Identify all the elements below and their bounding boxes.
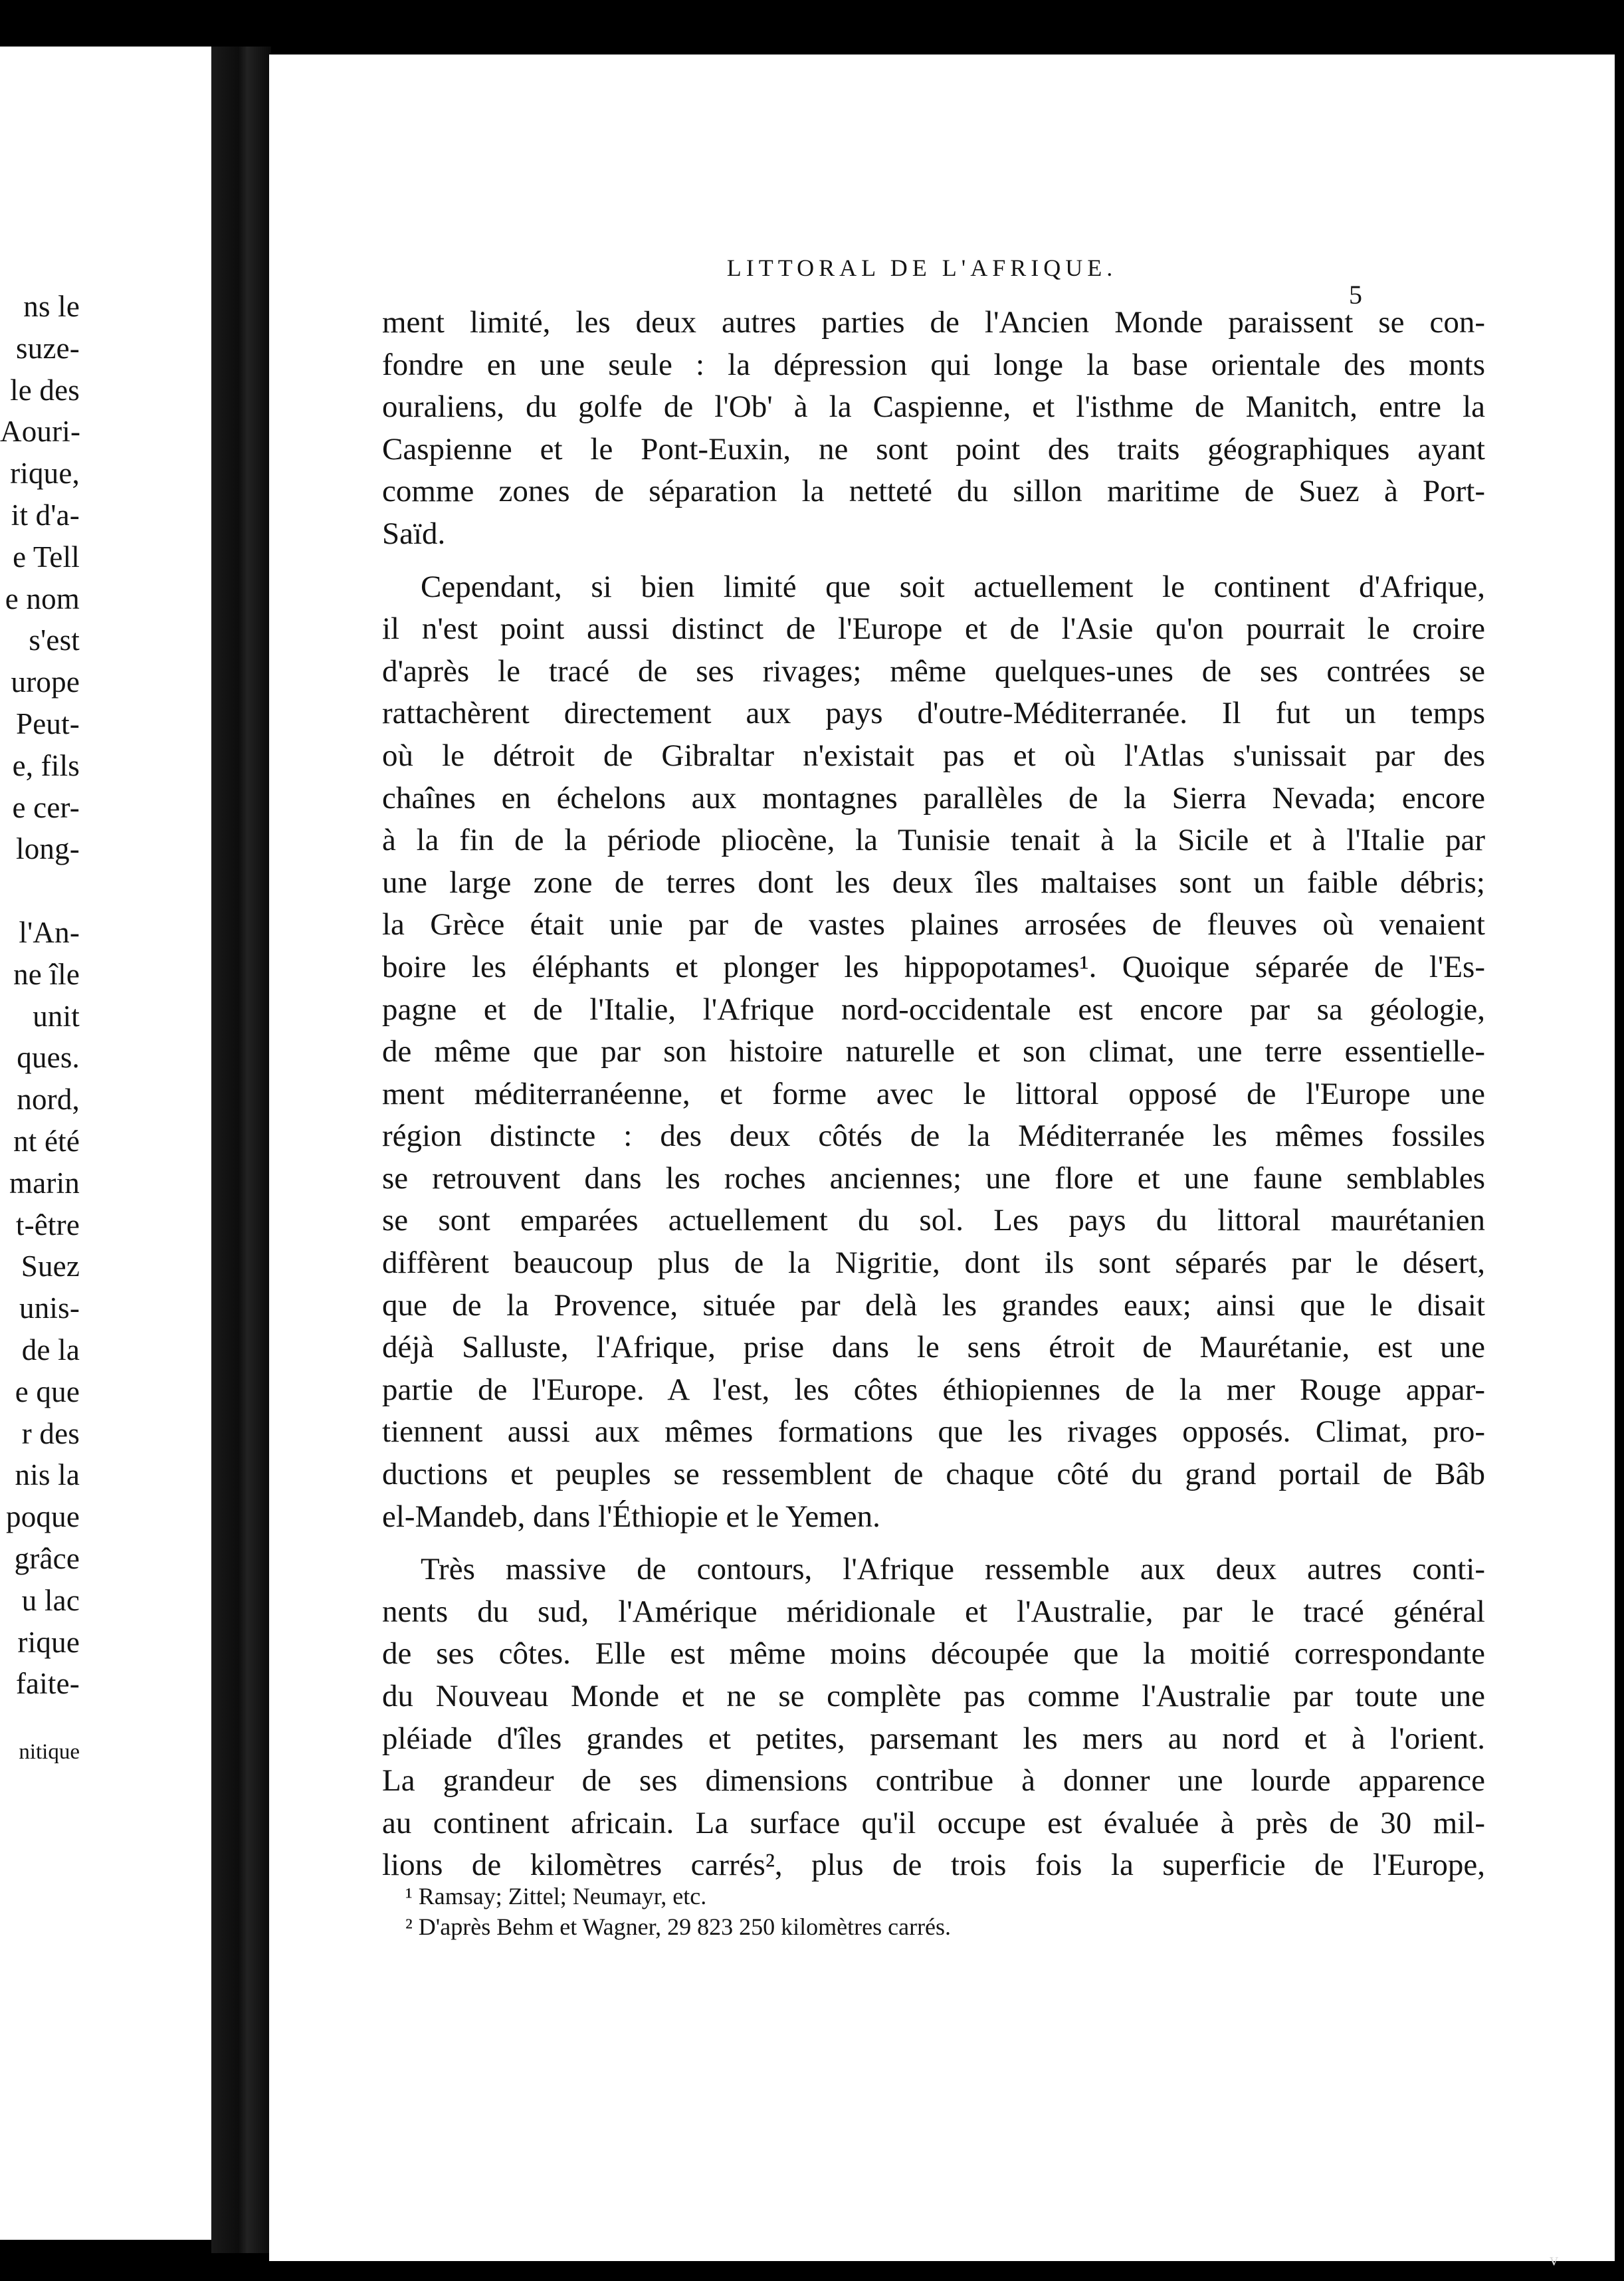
left-page-line: l'An- bbox=[19, 915, 80, 949]
text-line: Saïd. bbox=[382, 516, 446, 551]
left-page-line: Aouri- bbox=[0, 415, 81, 449]
paragraph bbox=[382, 1549, 1485, 1887]
left-page-line: rique bbox=[17, 1625, 80, 1659]
left-page-line: poque bbox=[6, 1500, 80, 1534]
left-page-line: unis- bbox=[19, 1291, 80, 1325]
text-line: de ses côtes. Elle est même moins découpée que la moitié correspondante bbox=[382, 1636, 1485, 1672]
footnote: ² D'après Behm et Wagner, 29 823 250 kilomètres carrés. bbox=[405, 1913, 952, 1940]
left-page-line bbox=[0, 870, 80, 912]
left-page-line: urope bbox=[11, 665, 80, 699]
text-line: boire les éléphants et plonger les hippopotames¹. Quoique séparée de l'Es- bbox=[382, 949, 1485, 984]
left-page-line: ns le bbox=[23, 290, 80, 323]
left-page-line: e Tell bbox=[13, 540, 80, 574]
text-line: une large zone de terres dont les deux îles maltaises sont un faible débris; bbox=[382, 865, 1485, 900]
text-line: de même que par son histoire naturelle et son climat, une terre essentielle- bbox=[382, 1034, 1485, 1069]
text-line: se retrouvent dans les roches anciennes; une flore et une faune semblables bbox=[382, 1160, 1485, 1196]
text-line: el-Mandeb, dans l'Éthiopie et le Yemen. bbox=[382, 1499, 880, 1534]
left-page-line: suze- bbox=[16, 331, 80, 365]
text-line: La grandeur de ses dimensions contribue à donner une lourde apparence bbox=[382, 1763, 1485, 1798]
text-line: déjà Salluste, l'Afrique, prise dans le sens étroit de Maurétanie, est une bbox=[382, 1330, 1485, 1365]
text-line: comme zones de séparation la netteté du sillon maritime de Suez à Port- bbox=[382, 474, 1485, 509]
paragraph bbox=[382, 302, 1485, 556]
left-page-text-column bbox=[0, 286, 80, 1705]
text-line: chaînes en échelons aux montagnes parallèles de la Sierra Nevada; encore bbox=[382, 780, 1485, 815]
scan-corner-mark: v bbox=[1550, 2250, 1558, 2269]
text-line: du Nouveau Monde et ne se complète pas comme l'Australie par toute une bbox=[382, 1679, 1485, 1713]
text-line: ouraliens, du golfe de l'Ob' à la Caspienne, et l'isthme de Manitch, entre la bbox=[382, 389, 1485, 425]
left-page-line: ques. bbox=[17, 1041, 80, 1075]
page-number: 5 bbox=[1349, 280, 1362, 310]
left-page-line: e cer- bbox=[12, 790, 80, 824]
left-page-line: e nom bbox=[5, 582, 80, 615]
text-line: où le détroit de Gibraltar n'existait pas et où l'Atlas s'unissait par des bbox=[382, 738, 1485, 773]
left-page-line: de la bbox=[21, 1333, 80, 1366]
text-line: d'après le tracé de ses rivages; même quelques-unes de ses contrées se bbox=[382, 653, 1485, 689]
text-line: nents du sud, l'Amérique méridionale et l'Australie, par le tracé général bbox=[382, 1594, 1485, 1629]
text-line: tiennent aussi aux mêmes formations que les rivages opposés. Climat, pro- bbox=[382, 1414, 1485, 1450]
left-page-line: ne île bbox=[13, 957, 80, 991]
left-page-line: faite- bbox=[15, 1667, 80, 1701]
left-page-footnote-fragment: nitique bbox=[19, 1740, 80, 1764]
text-line: partie de l'Europe. A l'est, les côtes éthiopiennes de la mer Rouge appar- bbox=[382, 1372, 1485, 1407]
text-line: au continent africain. La surface qu'il occupe est évaluée à près de 30 mil- bbox=[382, 1805, 1485, 1840]
left-page-line: long- bbox=[16, 832, 80, 866]
text-line: à la fin de la période pliocène, la Tunisie tenait à la Sicile et à l'Italie par bbox=[382, 823, 1485, 858]
left-page-line: Peut- bbox=[16, 706, 80, 740]
text-line: ductions et peuples se ressemblent de chaque côté du grand portail de Bâb bbox=[382, 1457, 1485, 1492]
text-line: diffèrent beaucoup plus de la Nigritie, dont ils sont séparés par le désert, bbox=[382, 1246, 1485, 1281]
text-line: rattachèrent directement aux pays d'outre-Méditerranée. Il fut un temps bbox=[382, 696, 1485, 731]
left-page-line: unit bbox=[33, 999, 80, 1033]
left-page-line: rique, bbox=[10, 457, 80, 490]
left-page-line: u lac bbox=[21, 1583, 80, 1617]
left-page-fragment bbox=[0, 47, 219, 2240]
text-line: que de la Provence, située par delà les grandes eaux; ainsi que le disait bbox=[382, 1287, 1485, 1323]
left-page-line: e que bbox=[15, 1374, 80, 1408]
text-line: Caspienne et le Pont-Euxin, ne sont point des traits géographiques ayant bbox=[382, 431, 1485, 467]
left-page-line: Suez bbox=[21, 1249, 80, 1283]
left-page-line: it d'a- bbox=[11, 498, 80, 532]
text-line: ment limité, les deux autres parties de l'Ancien Monde paraissent se con- bbox=[382, 305, 1485, 340]
left-page-line: nis la bbox=[15, 1458, 80, 1492]
left-page-line: nord, bbox=[17, 1083, 80, 1117]
left-page-line: nt été bbox=[13, 1124, 80, 1158]
paragraph bbox=[382, 566, 1485, 1539]
text-line: se sont emparées actuellement du sol. Les pays du littoral maurétanien bbox=[382, 1203, 1485, 1238]
footnotes bbox=[405, 1881, 951, 1942]
text-line: fondre en une seule : la dépression qui longe la base orientale des monts bbox=[382, 347, 1485, 382]
left-page-line: marin bbox=[9, 1166, 80, 1200]
footnote: ¹ Ramsay; Zittel; Neumayr, etc. bbox=[405, 1883, 707, 1909]
book-page bbox=[269, 54, 1615, 2261]
text-line: région distincte : des deux côtés de la Méditerranée les mêmes fossiles bbox=[382, 1119, 1485, 1154]
left-page-line: t-être bbox=[15, 1208, 80, 1242]
text-line: ment méditerranéenne, et forme avec le littoral opposé de l'Europe une bbox=[382, 1076, 1485, 1111]
left-page-line: r des bbox=[21, 1416, 80, 1450]
left-page-line: e, fils bbox=[12, 748, 80, 782]
book-gutter bbox=[211, 47, 271, 2253]
text-line: la Grèce était unie par de vastes plaines arrosées de fleuves où venaient bbox=[382, 907, 1485, 942]
left-page-line: grâce bbox=[14, 1541, 80, 1575]
body-text bbox=[382, 302, 1485, 1898]
text-line: pagne et de l'Italie, l'Afrique nord-occidentale est encore par sa géologie, bbox=[382, 992, 1485, 1027]
running-head: LITTORAL DE L'AFRIQUE. bbox=[726, 255, 1118, 281]
left-page-line: s'est bbox=[29, 623, 80, 657]
text-line: il n'est point aussi distinct de l'Europe et de l'Asie qu'on pourrait le croire bbox=[382, 611, 1485, 647]
text-line: pléiade d'îles grandes et petites, parsemant les mers au nord et à l'orient. bbox=[382, 1721, 1485, 1756]
text-line: Cependant, si bien limité que soit actuellement le continent d'Afrique, bbox=[421, 569, 1485, 604]
left-page-line: le des bbox=[10, 373, 80, 407]
text-line: lions de kilomètres carrés², plus de trois fois la superficie de l'Europe, bbox=[382, 1848, 1485, 1883]
text-line: Très massive de contours, l'Afrique ressemble aux deux autres conti- bbox=[421, 1552, 1485, 1587]
